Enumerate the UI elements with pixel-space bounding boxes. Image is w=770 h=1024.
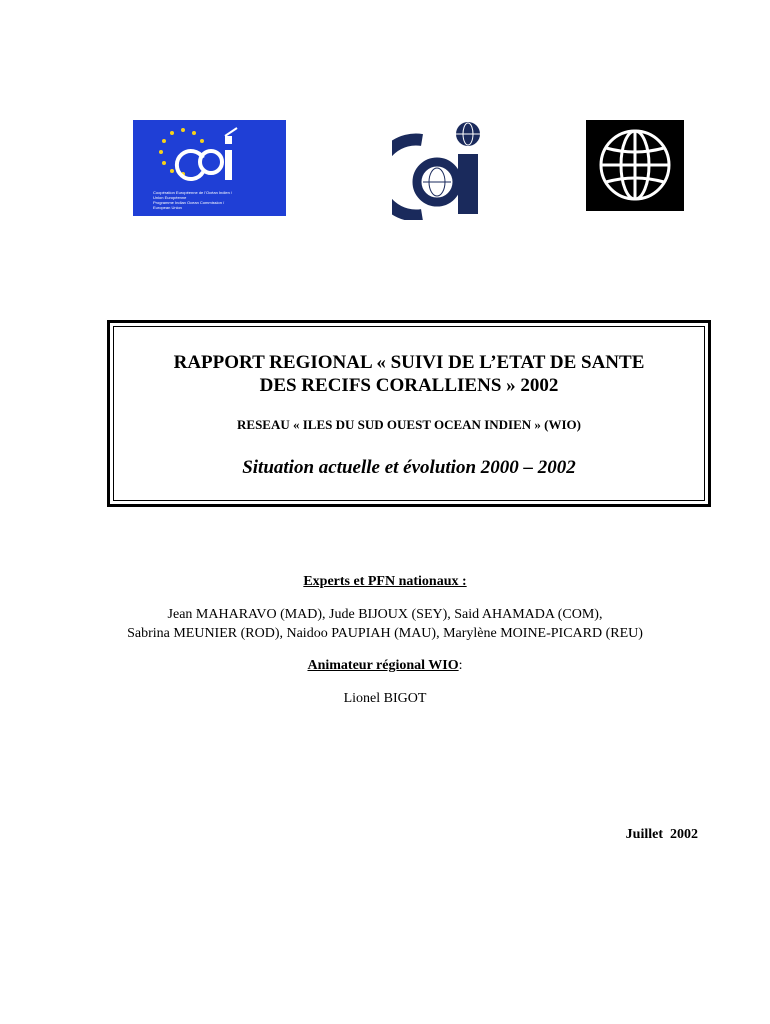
report-title-line2: DES RECIFS CORALLIENS » 2002 <box>259 375 559 396</box>
eu-caption-line: European Union <box>153 205 182 210</box>
animateur-heading-colon: : <box>458 658 463 673</box>
animateur-heading-row <box>0 657 770 675</box>
experts-line1: Jean MAHARAVO (MAD), Jude BIJOUX (SEY), Said AHAMADA (COM), <box>167 607 603 622</box>
animateur-name: Lionel BIGOT <box>343 691 427 706</box>
situation-subtitle: Situation actuelle et évolution 2000 – 2002 <box>242 457 576 478</box>
experts-heading: Experts et PFN nationaux : <box>303 574 467 589</box>
coi-emblem-icon <box>392 120 486 220</box>
title-box <box>107 320 711 507</box>
eu-caption-line: Coopération Européenne de l'Océan Indien / <box>153 190 233 195</box>
coi-logo <box>392 120 486 220</box>
globe-icon <box>586 120 684 211</box>
animateur-heading: Animateur régional WIO <box>307 658 459 673</box>
eu-coi-logo <box>133 120 286 216</box>
world-bank-logo <box>586 120 684 211</box>
eu-logo-caption <box>153 190 281 210</box>
report-title-line1: RAPPORT REGIONAL « SUIVI DE L’ETAT DE SANTE <box>173 352 645 373</box>
experts-line2: Sabrina MEUNIER (ROD), Naidoo PAUPIAH (MAU), Marylène MOINE-PICARD (REU) <box>127 626 643 641</box>
eu-caption-line: Union Européenne <box>153 195 187 200</box>
eu-caption-line: Programme Indian Ocean Commission / <box>153 200 225 205</box>
report-date: Juillet 2002 <box>625 827 698 842</box>
network-subtitle: RESEAU « ILES DU SUD OUEST OCEAN INDIEN » (WIO) <box>237 417 581 432</box>
